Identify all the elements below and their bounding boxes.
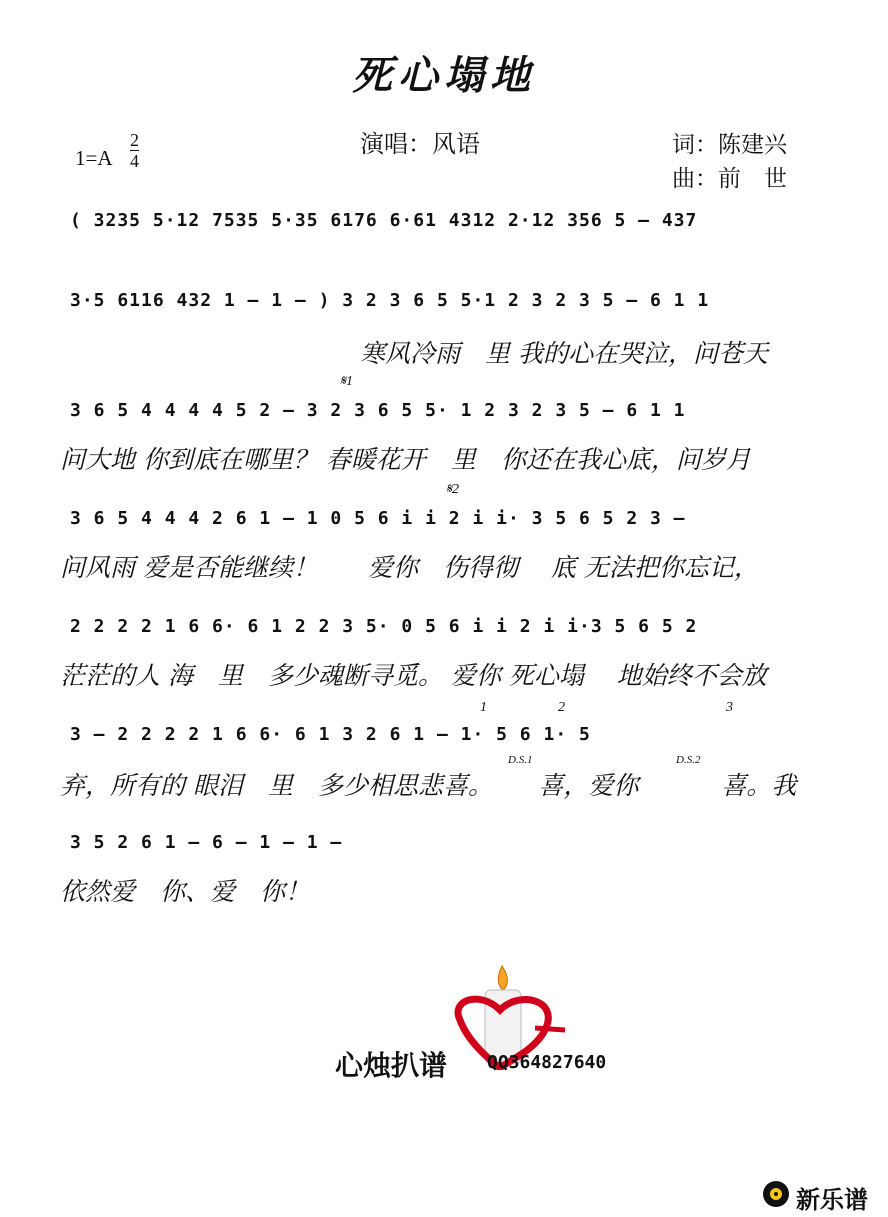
lyrics-line-5: 茫茫的人 海 里 多少魂断寻觅。 爱你 死心塌 地始终不会放 bbox=[60, 661, 767, 690]
notes-line-3: 3 6 5 4 4 4 4 5 2 – 3 2 3 6 5 5· 1 2 3 2 3 5 – 6 1 1 bbox=[70, 400, 686, 421]
notes-line-2: 3·5 6116 432 1 – 1 – ) 3 2 3 6 5 5·1 2 3 2 3 5 – 6 1 1 bbox=[70, 290, 710, 311]
brand-name: 新乐谱 bbox=[796, 1186, 868, 1214]
time-top: 2 bbox=[130, 130, 139, 150]
lyrics-line-2: 寒风冷雨 里 我的心在哭泣，问苍天 bbox=[360, 339, 768, 368]
notes-line-5: 2 2 2 2 1 6 6· 6 1 2 2 3 5· 0 5 6 i i 2 i i·3 5 6 5 2 bbox=[70, 616, 698, 637]
segno-1: 𝄋1 bbox=[340, 374, 354, 389]
lyrics-line-4: 问风雨 爱是否能继续！ 爱你 伤得彻 底 无法把你忘记， bbox=[60, 553, 759, 582]
notes-line-6: 3 – 2 2 2 2 1 6 6· 6 1 3 2 6 1 – 1· 5 6 1· 5 bbox=[70, 724, 591, 745]
qq-number: QQ364827640 bbox=[487, 1052, 607, 1073]
time-bottom: 4 bbox=[130, 151, 139, 171]
time-signature bbox=[130, 130, 139, 171]
lyrics-line-6: 弃，所有的 眼泪 里 多少相思悲喜。 喜，爱你 喜。我 bbox=[60, 771, 797, 800]
volta-1: 1 bbox=[480, 700, 487, 715]
transcriber-credit: 心烛扒谱 bbox=[335, 1049, 448, 1082]
lyrics-line-3: 问大地 你到底在哪里？ 春暖花开 里 你还在我心底，问岁月 bbox=[60, 445, 751, 474]
page-title: 死心塌地 bbox=[352, 52, 536, 99]
key-signature: 1=A bbox=[75, 146, 113, 170]
composer: 曲：前 世 bbox=[672, 166, 787, 192]
ds-1: D.S.1 bbox=[508, 754, 533, 766]
volta-2: 2 bbox=[558, 700, 565, 715]
notes-line-7: 3 5 2 6 1 – 6 – 1 – 1 – bbox=[70, 832, 343, 853]
lyrics-line-7: 依然爱 你、爱 你！ bbox=[60, 877, 311, 906]
volta-3: 3 bbox=[726, 700, 733, 715]
notes-line-4: 3 6 5 4 4 4 2 6 1 – 1 0 5 6 i i 2 i i· 3 5 6 5 2 3 – bbox=[70, 508, 686, 529]
lyricist: 词：陈建兴 bbox=[672, 132, 787, 158]
singer: 演唱：风语 bbox=[360, 130, 480, 158]
ds-2: D.S.2 bbox=[676, 754, 701, 766]
notes-line-1: ( 3235 5·12 7535 5·35 6176 6·61 4312 2·12 356 5 – 437 bbox=[70, 210, 698, 231]
segno-2: 𝄋2 bbox=[446, 482, 460, 497]
